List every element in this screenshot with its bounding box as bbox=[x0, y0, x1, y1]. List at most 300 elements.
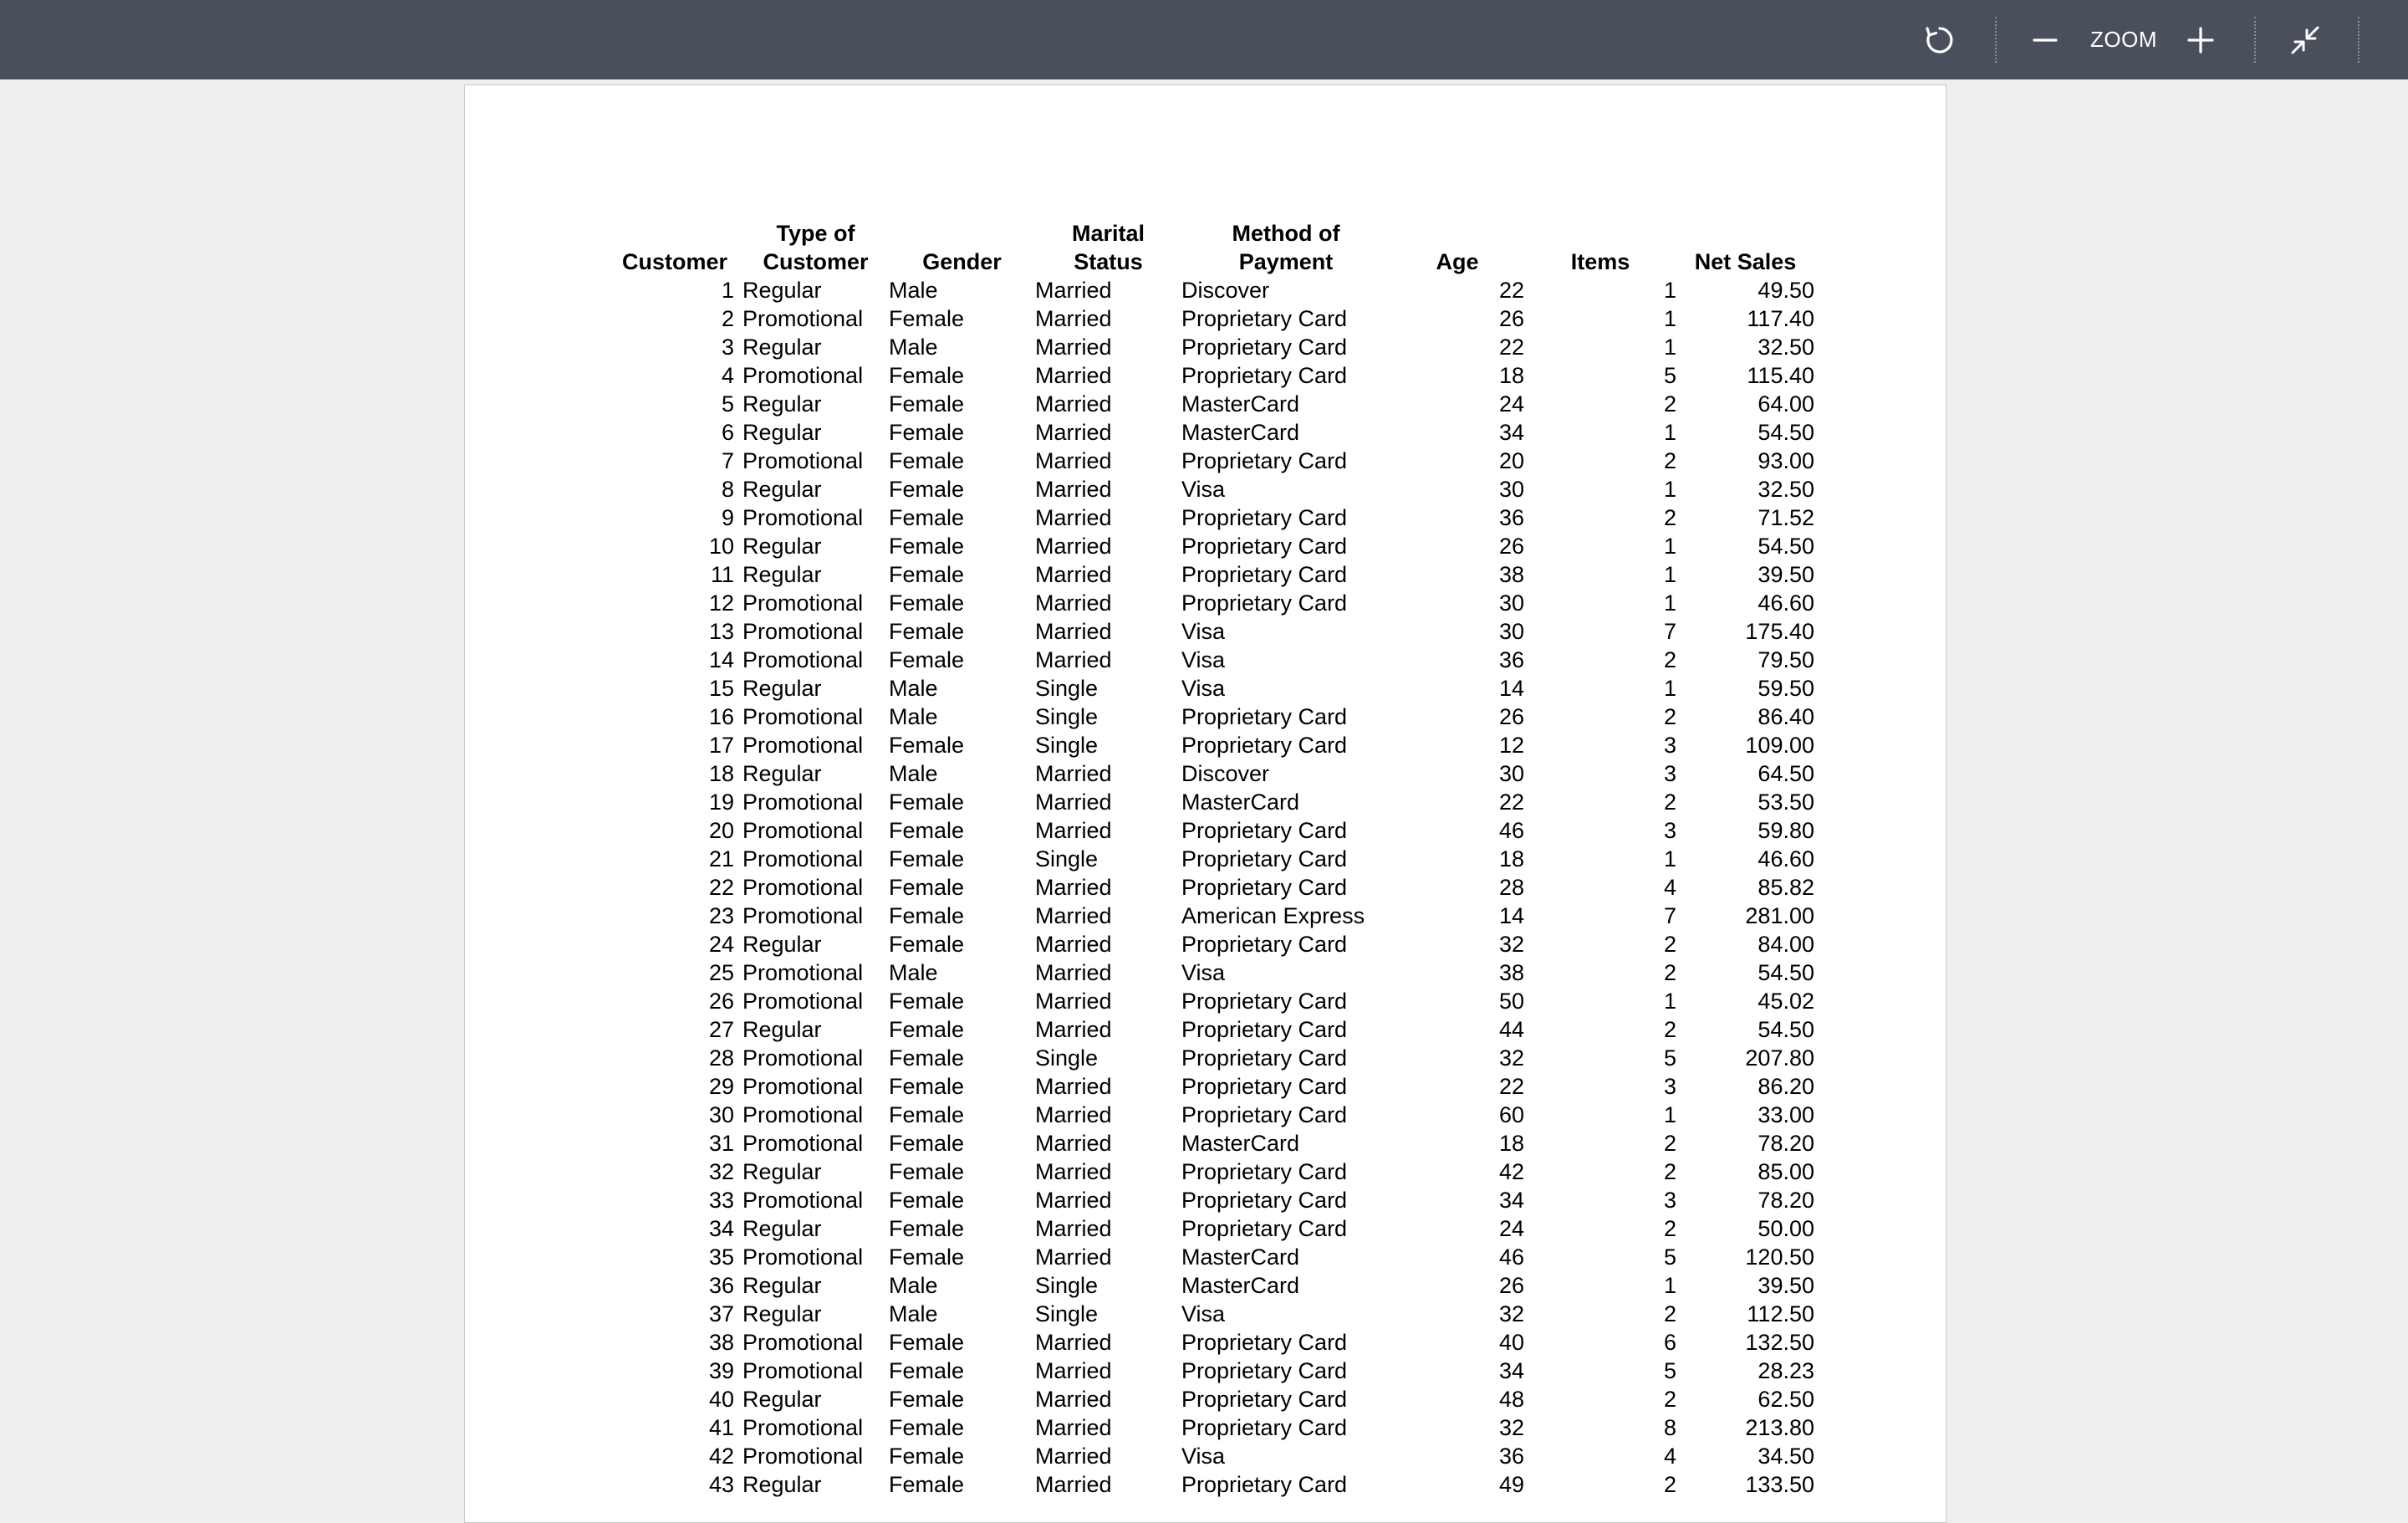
cell-gender: Male bbox=[889, 1273, 938, 1298]
cell-customer: 12 bbox=[708, 590, 734, 616]
cell-customer: 36 bbox=[708, 1273, 734, 1298]
cell-net-sales: 49.50 bbox=[1758, 278, 1814, 303]
cell-items: 5 bbox=[1663, 1244, 1676, 1270]
cell-customer: 14 bbox=[708, 647, 734, 672]
cell-items: 7 bbox=[1663, 903, 1676, 928]
cell-payment: MasterCard bbox=[1181, 420, 1300, 445]
header-row-2 bbox=[607, 248, 1814, 276]
table-row bbox=[607, 788, 1814, 816]
cell-net-sales: 78.20 bbox=[1758, 1188, 1814, 1213]
cell-customer: 11 bbox=[710, 562, 734, 587]
cell-gender: Female bbox=[889, 1131, 965, 1156]
cell-net-sales: 175.40 bbox=[1745, 619, 1814, 644]
cell-net-sales: 32.50 bbox=[1758, 335, 1814, 360]
cell-items: 1 bbox=[1663, 335, 1676, 360]
cell-type: Promotional bbox=[742, 306, 864, 331]
header-items-line1 bbox=[1524, 219, 1676, 248]
cell-type: Promotional bbox=[742, 1131, 864, 1156]
cell-payment: Proprietary Card bbox=[1181, 1188, 1348, 1213]
cell-type: Promotional bbox=[742, 903, 864, 928]
cell-customer: 8 bbox=[721, 477, 734, 502]
cell-customer: 22 bbox=[708, 875, 734, 900]
cell-items: 8 bbox=[1663, 1415, 1676, 1440]
cell-payment: Visa bbox=[1181, 647, 1226, 672]
cell-type: Regular bbox=[742, 761, 822, 786]
cell-type: Regular bbox=[742, 1273, 822, 1298]
cell-customer: 35 bbox=[708, 1244, 734, 1270]
cell-type: Promotional bbox=[742, 1330, 864, 1355]
cell-type: Promotional bbox=[742, 960, 864, 985]
cell-type: Promotional bbox=[742, 704, 864, 729]
cell-age: 44 bbox=[1498, 1017, 1524, 1042]
cell-customer: 7 bbox=[721, 448, 734, 473]
cell-payment: Visa bbox=[1181, 676, 1226, 701]
table-row bbox=[607, 503, 1814, 532]
cell-payment: MasterCard bbox=[1181, 1131, 1300, 1156]
cell-marital: Married bbox=[1035, 1358, 1112, 1383]
cell-marital: Married bbox=[1035, 790, 1112, 815]
cell-net-sales: 54.50 bbox=[1758, 534, 1814, 559]
cell-type: Promotional bbox=[742, 363, 864, 388]
cell-age: 28 bbox=[1498, 875, 1524, 900]
cell-gender: Female bbox=[889, 1415, 965, 1440]
cell-marital: Married bbox=[1035, 1074, 1112, 1099]
cell-payment: Visa bbox=[1181, 477, 1226, 502]
cell-age: 20 bbox=[1498, 448, 1524, 473]
cell-customer: 34 bbox=[708, 1216, 734, 1241]
cell-payment: Proprietary Card bbox=[1181, 846, 1348, 871]
cell-net-sales: 86.40 bbox=[1758, 704, 1814, 729]
cell-gender: Female bbox=[889, 1244, 965, 1270]
cell-gender: Female bbox=[889, 1188, 965, 1213]
cell-type: Promotional bbox=[742, 1358, 864, 1383]
cell-net-sales: 133.50 bbox=[1745, 1472, 1814, 1497]
cell-payment: MasterCard bbox=[1181, 1244, 1300, 1270]
cell-gender: Female bbox=[889, 733, 965, 758]
cell-net-sales: 54.50 bbox=[1758, 420, 1814, 445]
cell-payment: Proprietary Card bbox=[1181, 875, 1348, 900]
cell-payment: Proprietary Card bbox=[1181, 448, 1348, 473]
cell-payment: Proprietary Card bbox=[1181, 363, 1348, 388]
cell-payment: Proprietary Card bbox=[1181, 704, 1348, 729]
cell-type: Promotional bbox=[742, 1045, 864, 1071]
cell-net-sales: 28.23 bbox=[1758, 1358, 1814, 1383]
cell-age: 60 bbox=[1498, 1102, 1524, 1127]
cell-age: 34 bbox=[1498, 420, 1524, 445]
table-row bbox=[607, 333, 1814, 361]
cell-items: 1 bbox=[1663, 278, 1676, 303]
cell-customer: 1 bbox=[721, 278, 734, 303]
cell-type: Promotional bbox=[742, 989, 864, 1014]
table-row bbox=[607, 1243, 1814, 1271]
header-marital-line1: Marital bbox=[1071, 221, 1145, 246]
table-row bbox=[607, 304, 1814, 333]
cell-payment: Proprietary Card bbox=[1181, 335, 1348, 360]
cell-marital: Married bbox=[1035, 1102, 1112, 1127]
cell-items: 1 bbox=[1663, 420, 1676, 445]
cell-gender: Female bbox=[889, 562, 965, 587]
cell-marital: Married bbox=[1035, 619, 1112, 644]
cell-age: 24 bbox=[1498, 391, 1524, 417]
cell-customer: 17 bbox=[708, 733, 734, 758]
cell-payment: Proprietary Card bbox=[1181, 1216, 1348, 1241]
cell-gender: Female bbox=[889, 846, 965, 871]
cell-payment: Proprietary Card bbox=[1181, 989, 1348, 1014]
cell-items: 3 bbox=[1663, 818, 1676, 843]
cell-payment: Proprietary Card bbox=[1181, 733, 1348, 758]
cell-age: 30 bbox=[1498, 761, 1524, 786]
cell-net-sales: 59.50 bbox=[1758, 676, 1814, 701]
table-row bbox=[607, 703, 1814, 731]
cell-payment: Visa bbox=[1181, 1301, 1226, 1326]
cell-items: 2 bbox=[1663, 1131, 1676, 1156]
cell-payment: Proprietary Card bbox=[1181, 818, 1348, 843]
cell-items: 2 bbox=[1663, 647, 1676, 672]
toolbar-separator bbox=[1995, 17, 1997, 63]
cell-marital: Married bbox=[1035, 391, 1112, 417]
cell-customer: 2 bbox=[721, 306, 734, 331]
cell-gender: Female bbox=[889, 534, 965, 559]
cell-age: 36 bbox=[1498, 1444, 1524, 1469]
cell-payment: Proprietary Card bbox=[1181, 1472, 1348, 1497]
cell-items: 2 bbox=[1663, 1301, 1676, 1326]
zoom-out-icon bbox=[2032, 27, 2059, 54]
cell-customer: 16 bbox=[708, 704, 734, 729]
cell-payment: Visa bbox=[1181, 1444, 1226, 1469]
cell-age: 38 bbox=[1498, 960, 1524, 985]
cell-net-sales: 59.80 bbox=[1758, 818, 1814, 843]
toolbar-separator bbox=[2358, 17, 2360, 63]
cell-marital: Married bbox=[1035, 335, 1112, 360]
cell-gender: Female bbox=[889, 448, 965, 473]
cell-payment: Proprietary Card bbox=[1181, 534, 1348, 559]
cell-age: 14 bbox=[1498, 903, 1524, 928]
cell-items: 2 bbox=[1663, 1017, 1676, 1042]
header-payment-line1: Method of bbox=[1232, 221, 1340, 246]
header-marital-status: Status bbox=[1074, 249, 1143, 274]
cell-marital: Married bbox=[1035, 1244, 1112, 1270]
cell-type: Regular bbox=[742, 1159, 822, 1184]
cell-net-sales: 54.50 bbox=[1758, 1017, 1814, 1042]
table-row bbox=[607, 1328, 1814, 1357]
cell-customer: 13 bbox=[708, 619, 734, 644]
cell-net-sales: 207.80 bbox=[1745, 1045, 1814, 1071]
cell-payment: Proprietary Card bbox=[1181, 1358, 1348, 1383]
table-row bbox=[607, 958, 1814, 987]
cell-items: 4 bbox=[1663, 875, 1676, 900]
cell-marital: Married bbox=[1035, 534, 1112, 559]
cell-age: 32 bbox=[1498, 932, 1524, 957]
cell-gender: Female bbox=[889, 875, 965, 900]
cell-type: Promotional bbox=[742, 733, 864, 758]
cell-net-sales: 64.50 bbox=[1758, 761, 1814, 786]
cell-payment: Proprietary Card bbox=[1181, 562, 1348, 587]
cell-gender: Female bbox=[889, 989, 965, 1014]
cell-payment: American Express bbox=[1181, 903, 1365, 928]
exit-fullscreen-icon bbox=[2289, 24, 2321, 56]
zoom-out-button[interactable] bbox=[2030, 0, 2060, 79]
cell-type: Promotional bbox=[742, 448, 864, 473]
cell-gender: Female bbox=[889, 1159, 965, 1184]
header-method-of-payment: Payment bbox=[1238, 249, 1334, 274]
cell-items: 1 bbox=[1663, 1273, 1676, 1298]
table-body bbox=[607, 276, 1814, 1499]
table-row bbox=[607, 1214, 1814, 1243]
cell-payment: Proprietary Card bbox=[1181, 1330, 1348, 1355]
cell-marital: Married bbox=[1035, 1330, 1112, 1355]
cell-type: Promotional bbox=[742, 1244, 864, 1270]
cell-payment: Visa bbox=[1181, 960, 1226, 985]
header-type-of-customer: Customer bbox=[763, 249, 869, 274]
cell-marital: Married bbox=[1035, 647, 1112, 672]
exit-fullscreen-button[interactable] bbox=[2289, 0, 2321, 79]
cell-payment: MasterCard bbox=[1181, 1273, 1300, 1298]
cell-payment: Proprietary Card bbox=[1181, 1159, 1348, 1184]
cell-marital: Married bbox=[1035, 875, 1112, 900]
cell-marital: Married bbox=[1035, 1017, 1112, 1042]
cell-age: 18 bbox=[1498, 363, 1524, 388]
table-row bbox=[607, 873, 1814, 902]
cell-items: 2 bbox=[1663, 391, 1676, 417]
cell-items: 2 bbox=[1663, 932, 1676, 957]
cell-type: Regular bbox=[742, 477, 822, 502]
cell-net-sales: 85.82 bbox=[1758, 875, 1814, 900]
zoom-in-icon bbox=[2186, 26, 2215, 54]
table-row bbox=[607, 646, 1814, 674]
cell-gender: Female bbox=[889, 1358, 965, 1383]
header-age-line1 bbox=[1390, 219, 1524, 248]
cell-customer: 26 bbox=[708, 989, 734, 1014]
cell-customer: 6 bbox=[721, 420, 734, 445]
cell-gender: Female bbox=[889, 363, 965, 388]
cell-payment: Proprietary Card bbox=[1181, 1102, 1348, 1127]
cell-customer: 41 bbox=[708, 1415, 734, 1440]
cell-gender: Female bbox=[889, 1387, 965, 1412]
cell-payment: Discover bbox=[1181, 761, 1270, 786]
cell-items: 2 bbox=[1663, 1387, 1676, 1412]
cell-type: Regular bbox=[742, 1472, 822, 1497]
document-page bbox=[464, 84, 1946, 1523]
cell-payment: Proprietary Card bbox=[1181, 1045, 1348, 1071]
cell-type: Promotional bbox=[742, 846, 864, 871]
cell-age: 26 bbox=[1498, 534, 1524, 559]
cell-age: 36 bbox=[1498, 505, 1524, 530]
cell-customer: 38 bbox=[708, 1330, 734, 1355]
cell-net-sales: 132.50 bbox=[1745, 1330, 1814, 1355]
cell-payment: Proprietary Card bbox=[1181, 932, 1348, 957]
cell-marital: Married bbox=[1035, 818, 1112, 843]
table-row bbox=[607, 731, 1814, 759]
cell-marital: Married bbox=[1035, 903, 1112, 928]
cell-net-sales: 71.52 bbox=[1758, 505, 1814, 530]
rotate-icon bbox=[1923, 23, 1956, 57]
table-row bbox=[607, 475, 1814, 503]
header-customer-line1 bbox=[607, 219, 742, 248]
cell-gender: Female bbox=[889, 420, 965, 445]
cell-type: Promotional bbox=[742, 590, 864, 616]
table-row bbox=[607, 1271, 1814, 1300]
cell-type: Regular bbox=[742, 278, 822, 303]
cell-customer: 20 bbox=[708, 818, 734, 843]
cell-items: 2 bbox=[1663, 790, 1676, 815]
header-customer: Customer bbox=[621, 249, 728, 274]
cell-customer: 21 bbox=[708, 846, 734, 871]
table-row bbox=[607, 361, 1814, 390]
document-toolbar bbox=[0, 0, 2408, 79]
cell-gender: Male bbox=[889, 960, 938, 985]
cell-age: 46 bbox=[1498, 818, 1524, 843]
cell-gender: Male bbox=[889, 704, 938, 729]
cell-items: 3 bbox=[1663, 1074, 1676, 1099]
cell-net-sales: 117.40 bbox=[1747, 306, 1814, 331]
cell-type: Promotional bbox=[742, 1102, 864, 1127]
cell-age: 50 bbox=[1498, 989, 1524, 1014]
zoom-label: ZOOM bbox=[2090, 27, 2157, 52]
cell-gender: Female bbox=[889, 1102, 965, 1127]
cell-customer: 15 bbox=[708, 676, 734, 701]
table-row bbox=[607, 560, 1814, 589]
cell-net-sales: 62.50 bbox=[1758, 1387, 1814, 1412]
header-items: Items bbox=[1570, 249, 1630, 274]
cell-age: 30 bbox=[1498, 477, 1524, 502]
cell-gender: Male bbox=[889, 278, 938, 303]
cell-type: Regular bbox=[742, 932, 822, 957]
cell-age: 30 bbox=[1498, 619, 1524, 644]
cell-customer: 42 bbox=[708, 1444, 734, 1469]
cell-items: 1 bbox=[1663, 989, 1676, 1014]
cell-net-sales: 54.50 bbox=[1758, 960, 1814, 985]
cell-net-sales: 39.50 bbox=[1758, 562, 1814, 587]
cell-age: 36 bbox=[1498, 647, 1524, 672]
cell-customer: 28 bbox=[708, 1045, 734, 1071]
cell-items: 1 bbox=[1663, 534, 1676, 559]
cell-gender: Female bbox=[889, 1074, 965, 1099]
cell-type: Promotional bbox=[742, 1415, 864, 1440]
cell-type: Regular bbox=[742, 676, 822, 701]
cell-gender: Female bbox=[889, 1330, 965, 1355]
cell-type: Regular bbox=[742, 1387, 822, 1412]
cell-items: 7 bbox=[1663, 619, 1676, 644]
cell-customer: 37 bbox=[708, 1301, 734, 1326]
zoom-in-button[interactable] bbox=[2186, 0, 2216, 79]
cell-items: 2 bbox=[1663, 1216, 1676, 1241]
table-row bbox=[607, 1015, 1814, 1044]
table-row bbox=[607, 987, 1814, 1015]
cell-type: Regular bbox=[742, 1017, 822, 1042]
table-row bbox=[607, 1357, 1814, 1385]
cell-net-sales: 85.00 bbox=[1758, 1159, 1814, 1184]
cell-items: 1 bbox=[1663, 562, 1676, 587]
cell-age: 22 bbox=[1498, 1074, 1524, 1099]
table-row bbox=[607, 1129, 1814, 1158]
table-row bbox=[607, 418, 1814, 447]
cell-age: 42 bbox=[1498, 1159, 1524, 1184]
table-row bbox=[607, 1101, 1814, 1129]
cell-age: 48 bbox=[1498, 1387, 1524, 1412]
cell-gender: Male bbox=[889, 335, 938, 360]
cell-age: 26 bbox=[1498, 306, 1524, 331]
cell-items: 3 bbox=[1663, 761, 1676, 786]
cell-marital: Single bbox=[1035, 1301, 1099, 1326]
cell-net-sales: 120.50 bbox=[1745, 1244, 1814, 1270]
rotate-button[interactable] bbox=[1921, 0, 1958, 79]
cell-items: 1 bbox=[1663, 676, 1676, 701]
cell-items: 1 bbox=[1663, 846, 1676, 871]
cell-gender: Female bbox=[889, 619, 965, 644]
cell-type: Regular bbox=[742, 1216, 822, 1241]
table-row bbox=[607, 1442, 1814, 1470]
cell-customer: 30 bbox=[708, 1102, 734, 1127]
cell-marital: Married bbox=[1035, 562, 1112, 587]
cell-gender: Female bbox=[889, 391, 965, 417]
cell-customer: 24 bbox=[708, 932, 734, 957]
cell-type: Regular bbox=[742, 534, 822, 559]
table-row bbox=[607, 902, 1814, 930]
cell-marital: Married bbox=[1035, 1444, 1112, 1469]
cell-payment: Proprietary Card bbox=[1181, 306, 1348, 331]
cell-net-sales: 115.40 bbox=[1747, 363, 1814, 388]
cell-gender: Male bbox=[889, 761, 938, 786]
table-row bbox=[607, 447, 1814, 475]
cell-marital: Married bbox=[1035, 989, 1112, 1014]
cell-age: 18 bbox=[1498, 1131, 1524, 1156]
cell-gender: Female bbox=[889, 647, 965, 672]
cell-marital: Married bbox=[1035, 1159, 1112, 1184]
table-row bbox=[607, 1044, 1814, 1072]
cell-gender: Female bbox=[889, 505, 965, 530]
table-row bbox=[607, 532, 1814, 560]
cell-gender: Female bbox=[889, 818, 965, 843]
cell-items: 5 bbox=[1663, 363, 1676, 388]
table-row bbox=[607, 1413, 1814, 1442]
cell-customer: 25 bbox=[708, 960, 734, 985]
cell-type: Regular bbox=[742, 391, 822, 417]
cell-net-sales: 84.00 bbox=[1758, 932, 1814, 957]
cell-marital: Married bbox=[1035, 932, 1112, 957]
cell-age: 32 bbox=[1498, 1415, 1524, 1440]
cell-customer: 19 bbox=[708, 790, 734, 815]
cell-items: 3 bbox=[1663, 1188, 1676, 1213]
cell-type: Promotional bbox=[742, 790, 864, 815]
cell-gender: Female bbox=[889, 903, 965, 928]
cell-type: Promotional bbox=[742, 1074, 864, 1099]
cell-customer: 5 bbox=[721, 391, 734, 417]
cell-marital: Married bbox=[1035, 761, 1112, 786]
cell-age: 26 bbox=[1498, 704, 1524, 729]
cell-items: 2 bbox=[1663, 505, 1676, 530]
cell-marital: Married bbox=[1035, 477, 1112, 502]
cell-net-sales: 53.50 bbox=[1758, 790, 1814, 815]
cell-payment: Proprietary Card bbox=[1181, 1387, 1348, 1412]
cell-items: 1 bbox=[1663, 306, 1676, 331]
cell-age: 18 bbox=[1498, 846, 1524, 871]
cell-net-sales: 112.50 bbox=[1747, 1301, 1814, 1326]
cell-marital: Married bbox=[1035, 420, 1112, 445]
cell-net-sales: 45.02 bbox=[1758, 989, 1814, 1014]
table-row bbox=[607, 1385, 1814, 1413]
cell-net-sales: 39.50 bbox=[1758, 1273, 1814, 1298]
header-age: Age bbox=[1436, 249, 1479, 274]
header-net-sales-line1 bbox=[1676, 219, 1814, 248]
customer-data-table bbox=[607, 219, 1814, 1499]
cell-type: Promotional bbox=[742, 875, 864, 900]
cell-payment: Visa bbox=[1181, 619, 1226, 644]
cell-marital: Married bbox=[1035, 306, 1112, 331]
cell-net-sales: 281.00 bbox=[1745, 903, 1814, 928]
cell-marital: Married bbox=[1035, 505, 1112, 530]
cell-items: 1 bbox=[1663, 590, 1676, 616]
cell-type: Promotional bbox=[742, 1444, 864, 1469]
